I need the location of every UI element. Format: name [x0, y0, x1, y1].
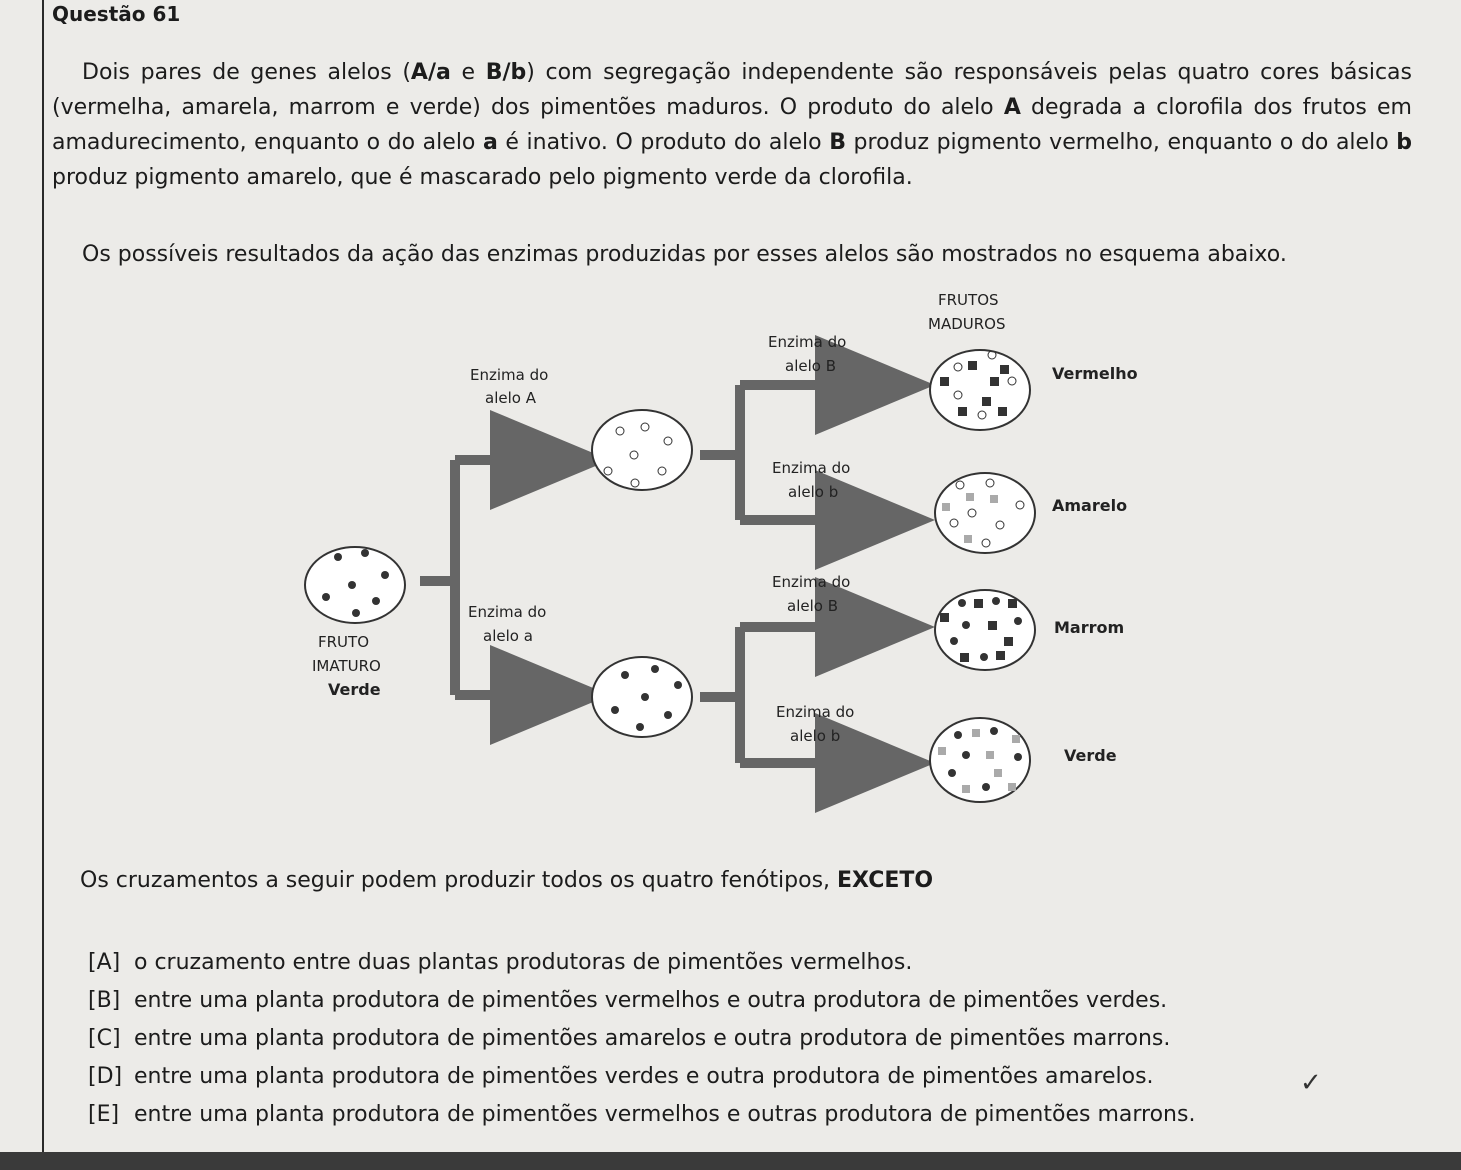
option-text: entre uma planta produtora de pimentões amarelos e outra produtora de pimentões marrons.: [134, 1026, 1171, 1051]
bold-text-run: A: [1003, 95, 1021, 120]
option-letter: [A]: [88, 950, 121, 975]
enzima-B1-label-1: Enzima do: [768, 333, 847, 351]
enzima-a-label-2: alelo a: [483, 627, 533, 645]
fruto-imaturo-label-1: FRUTO: [318, 633, 369, 651]
enzima-b2-label-1: Enzima do: [776, 703, 855, 721]
result-amarelo-label: Amarelo: [1052, 496, 1128, 515]
question-title: Questão 61: [52, 2, 181, 26]
enzima-b2-label-2: alelo b: [790, 727, 841, 745]
intermediate-fruit-A: [592, 410, 692, 490]
enzima-b1-label-2: alelo b: [788, 483, 839, 501]
question-prompt: [80, 868, 933, 893]
question-paragraph-2: Os possíveis resultados da ação das enzimas produzidas por esses alelos são mostrados no esquema abaixo.: [82, 242, 1287, 267]
fruto-imaturo-label-2: IMATURO: [312, 657, 381, 675]
option-text: o cruzamento entre duas plantas produtoras de pimentões vermelhos.: [134, 950, 913, 975]
question-prompt-text: Os cruzamentos a seguir podem produzir todos os quatro fenótipos,: [80, 868, 838, 893]
page-edge-line: [42, 0, 44, 1170]
mature-fruit-red: [930, 350, 1030, 430]
text-run: é inativo. O produto do alelo: [497, 130, 830, 155]
option-D[interactable]: [88, 1062, 1154, 1092]
option-E[interactable]: [88, 1100, 1195, 1130]
option-text: entre uma planta produtora de pimentões vermelhos e outra produtora de pimentões verdes.: [134, 988, 1168, 1013]
frutos-maduros-label-2: MADUROS: [928, 315, 1006, 333]
text-run: e: [450, 60, 486, 85]
result-vermelho-label: Vermelho: [1052, 364, 1138, 383]
bold-text-run: A/a: [410, 60, 451, 85]
option-letter: [E]: [88, 1102, 120, 1127]
option-C[interactable]: [88, 1024, 1170, 1054]
question-prompt-bold: EXCETO: [837, 868, 934, 893]
enzima-A-label-1: Enzima do: [470, 366, 549, 384]
mature-fruit-yellow: [935, 473, 1035, 553]
enzima-b1-label-1: Enzima do: [772, 459, 851, 477]
option-text: entre uma planta produtora de pimentões verdes e outra produtora de pimentões amarelos.: [134, 1064, 1154, 1089]
enzima-B2-label-2: alelo B: [787, 597, 838, 615]
result-marrom-label: Marrom: [1054, 618, 1125, 637]
text-run: produz pigmento amarelo, que é mascarado pelo pigmento verde da clorofila.: [52, 165, 913, 190]
text-run: ) com segregação independente são responsáveis pelas quatro cores básicas (vermelha, amarela, marrom e verde) dos pimentões maduros. O produto do alelo: [52, 60, 1412, 120]
fruto-imaturo-label-3: Verde: [328, 680, 381, 699]
page-bottom-shadow: [0, 1152, 1461, 1170]
result-verde-label: Verde: [1064, 746, 1117, 765]
enzyme-scheme-diagram: [290, 285, 1170, 825]
option-A[interactable]: [88, 948, 912, 978]
bold-text-run: B/b: [485, 60, 527, 85]
enzima-A-label-2: alelo A: [485, 389, 536, 407]
enzima-B2-label-1: Enzima do: [772, 573, 851, 591]
bold-text-run: b: [1396, 130, 1412, 155]
option-letter: [D]: [88, 1064, 123, 1089]
mature-fruit-brown: [935, 590, 1035, 670]
frutos-maduros-label-1: FRUTOS: [938, 291, 999, 309]
immature-fruit: [305, 547, 405, 623]
enzima-a-label-1: Enzima do: [468, 603, 547, 621]
bold-text-run: a: [482, 130, 498, 155]
mature-fruit-green: [930, 718, 1030, 802]
handwritten-check-mark: ✓: [1300, 1068, 1322, 1098]
enzima-B1-label-2: alelo B: [785, 357, 836, 375]
text-run: Dois pares de genes alelos (: [82, 60, 411, 85]
text-run: produz pigmento vermelho, enquanto o do alelo: [845, 130, 1397, 155]
option-letter: [B]: [88, 988, 121, 1013]
question-paragraph-1: [52, 55, 1412, 195]
text-run: degrada a clorofila dos frutos em amadurecimento, enquanto o do alelo: [52, 95, 1412, 155]
option-text: entre uma planta produtora de pimentões vermelhos e outras produtora de pimentões marrons.: [134, 1102, 1196, 1127]
option-letter: [C]: [88, 1026, 121, 1051]
option-B[interactable]: [88, 986, 1167, 1016]
bold-text-run: B: [829, 130, 846, 155]
intermediate-fruit-a: [592, 657, 692, 737]
